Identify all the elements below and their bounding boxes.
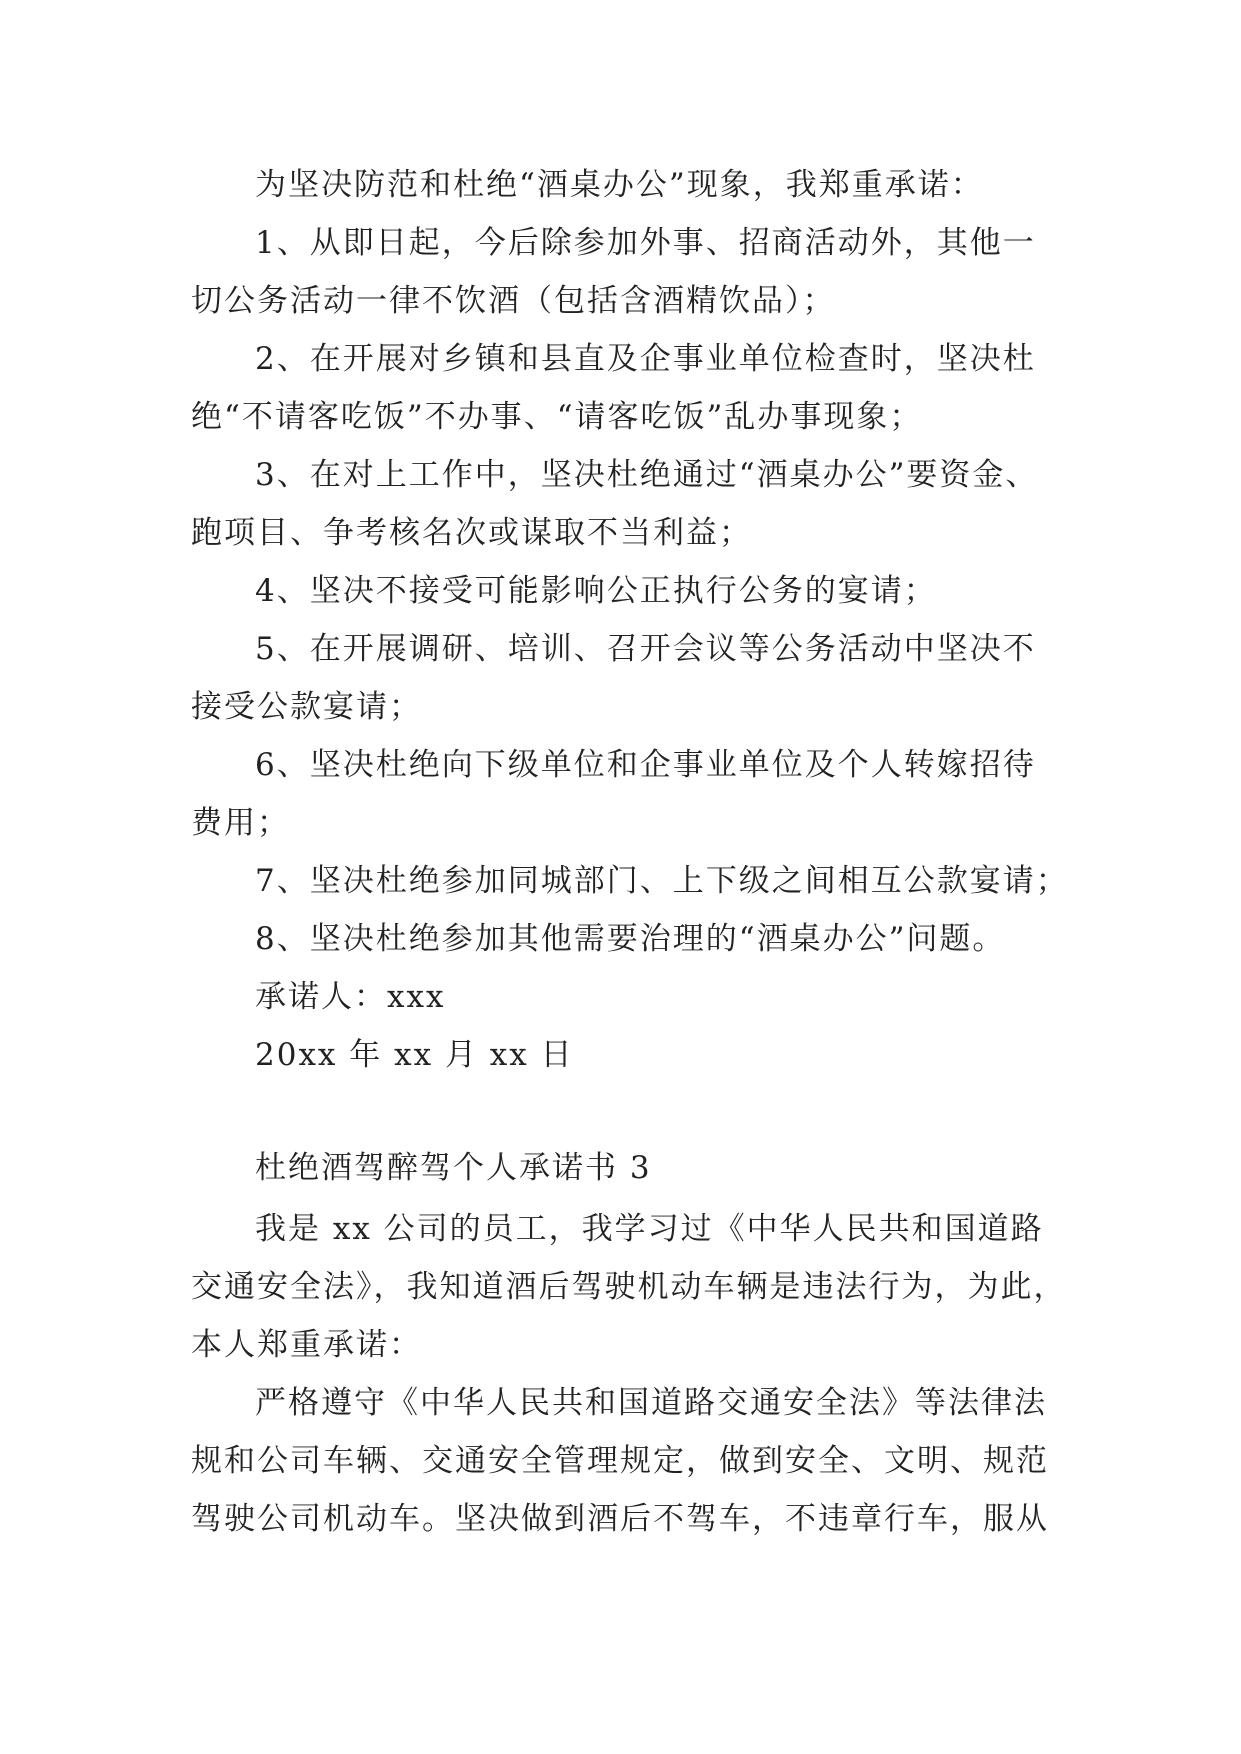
commitment-item-1-line-1: 1、从即日起，今后除参加外事、招商活动外，其他一: [255, 225, 1036, 261]
commitment-item-5-line-2: 接受公款宴请；: [191, 689, 422, 725]
paragraph-2-line-3: 驾驶公司机动车。坚决做到酒后不驾车，不违章行车，服从: [191, 1501, 1049, 1537]
paragraph-2-line-2: 规和公司车辆、交通安全管理规定，做到安全、文明、规范: [191, 1443, 1049, 1479]
signer-line: 承诺人：xxx: [255, 979, 446, 1015]
date-line: 20xx 年 xx 月 xx 日: [255, 1037, 574, 1073]
paragraph-1-line-1: 我是 xx 公司的员工，我学习过《中华人民共和国道路: [255, 1211, 1044, 1247]
section-heading: 杜绝酒驾醉驾个人承诺书 3: [255, 1150, 652, 1186]
commitment-item-1-line-2: 切公务活动一律不饮酒（包括含酒精饮品）；: [191, 283, 836, 319]
commitment-item-3-line-1: 3、在对上工作中，坚决杜绝通过“酒桌办公”要资金、: [255, 457, 1039, 493]
paragraph-1-line-3: 本人郑重承诺：: [191, 1327, 422, 1363]
commitment-item-2-line-1: 2、在开展对乡镇和县直及企事业单位检查时，坚决杜: [255, 341, 1036, 377]
commitment-item-7: 7、坚决杜绝参加同城部门、上下级之间相互公款宴请；: [255, 863, 1069, 899]
commitment-item-3-line-2: 跑项目、争考核名次或谋取不当利益；: [191, 515, 752, 551]
commitment-item-6-line-2: 费用；: [191, 805, 290, 841]
commitment-intro: 为坚决防范和杜绝“酒桌办公”现象，我郑重承诺：: [255, 167, 984, 203]
commitment-item-5-line-1: 5、在开展调研、培训、召开会议等公务活动中坚决不: [255, 631, 1036, 667]
paragraph-2-line-1: 严格遵守《中华人民共和国道路交通安全法》等法律法: [255, 1385, 1047, 1421]
commitment-item-6-line-1: 6、坚决杜绝向下级单位和企事业单位及个人转嫁招待: [255, 747, 1036, 783]
commitment-item-2-line-2: 绝“不请客吃饭”不办事、“请客吃饭”乱办事现象；: [191, 399, 923, 435]
paragraph-1-line-2: 交通安全法》，我知道酒后驾驶机动车辆是违法行为，为此，: [191, 1269, 1067, 1305]
commitment-item-8: 8、坚决杜绝参加其他需要治理的“酒桌办公”问题。: [255, 921, 1006, 957]
commitment-item-4: 4、坚决不接受可能影响公正执行公务的宴请；: [255, 573, 937, 609]
